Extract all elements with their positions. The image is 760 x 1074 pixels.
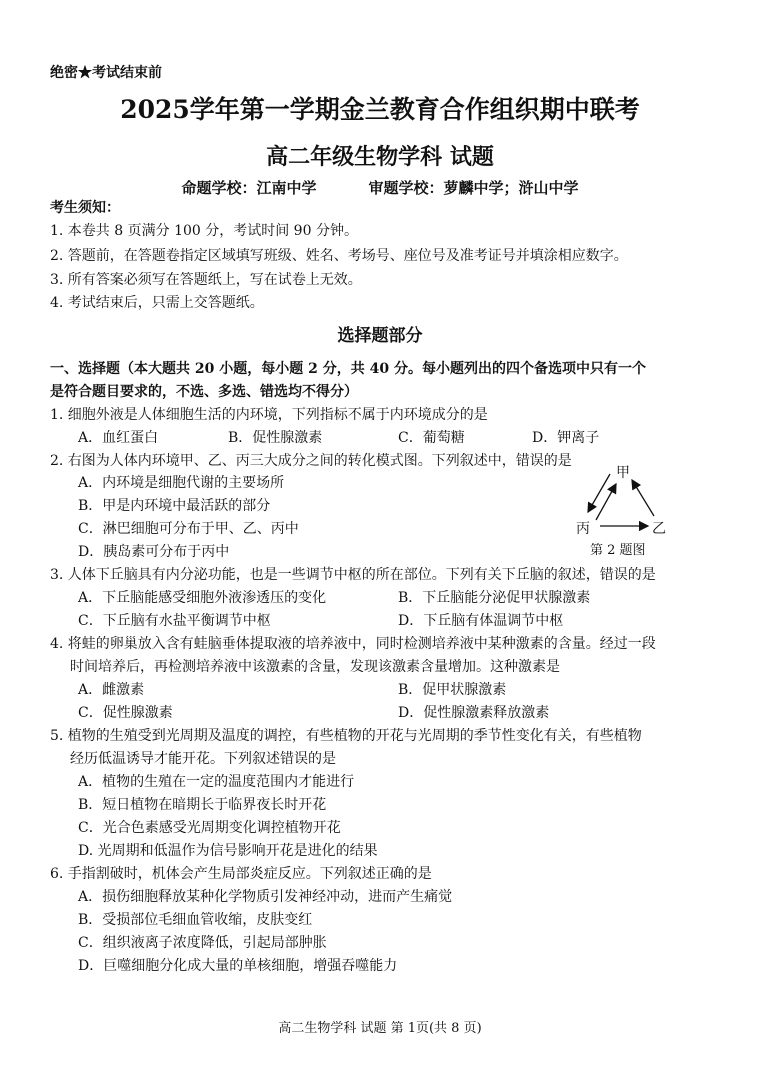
option: C．葡萄糖 (398, 430, 465, 446)
diagram-label-jia: 甲 (616, 465, 630, 481)
proposer-school: 命题学校：江南中学 (181, 179, 317, 197)
option: B．下丘脑能分泌促甲状腺激素 (398, 590, 591, 606)
notice-item: 3. 所有答案必须写在答题纸上，写在试卷上无效。 (50, 272, 362, 288)
reviewer-school: 审题学校：萝麟中学；浒山中学 (368, 179, 579, 197)
option: A．雌激素 (78, 682, 145, 698)
option: B．甲是内环境中最活跃的部分 (78, 498, 271, 514)
diagram-arrows (572, 466, 692, 538)
option: B．短日植物在暗期长于临界夜长时开花 (78, 797, 327, 813)
option: A．血红蛋白 (78, 430, 159, 446)
notice-item: 4. 考试结束后，只需上交答题纸。 (50, 295, 264, 311)
section-title: 选择题部分 (337, 326, 423, 346)
question-stem: 2. 右图为人体内环境甲、乙、丙三大成分之间的转化模式图。下列叙述中，错误的是 (50, 453, 572, 469)
option: C．组织液离子浓度降低，引起局部肿胀 (78, 935, 327, 951)
option: B．受损部位毛细血管收缩，皮肤变红 (78, 912, 313, 928)
option: D．下丘脑有体温调节中枢 (398, 613, 564, 629)
option: D．胰岛素可分布于丙中 (78, 544, 230, 560)
confidential-mark: 绝密★考试结束前 (50, 65, 162, 81)
part-intro: 是符合题目要求的，不选、多选、错选均不得分） (50, 384, 358, 400)
question-stem: 经历低温诱导才能开花。下列叙述错误的是 (70, 751, 336, 767)
arrow-jia-to-bing (588, 474, 610, 512)
notice-heading: 考生须知： (50, 200, 120, 216)
option: B．促甲状腺激素 (398, 682, 507, 698)
option: C．下丘脑有水盐平衡调节中枢 (78, 613, 271, 629)
diagram-label-bing: 丙 (576, 521, 590, 537)
part-intro: 一、选择题（本大题共 20 小题，每小题 2 分，共 40 分。每小题列出的四个备选项中只有一个 (50, 361, 646, 377)
option: A．下丘脑能感受细胞外液渗透压的变化 (78, 590, 327, 606)
option: A．植物的生殖在一定的温度范围内才能进行 (78, 774, 355, 790)
option: B．促性腺激素 (228, 430, 323, 446)
diagram-label-yi: 乙 (652, 521, 666, 537)
option: C．光合色素感受光周期变化调控植物开花 (78, 820, 341, 836)
notice-item: 2. 答题前，在答题卷指定区域填写班级、姓名、考场号、座位号及准考证号并填涂相应数字。 (50, 248, 628, 264)
option: A．内环境是细胞代谢的主要场所 (78, 475, 285, 491)
option: C．促性腺激素 (78, 705, 173, 721)
exam-subtitle: 高二年级生物学科 试题 (266, 144, 494, 170)
arrow-yi-to-jia (632, 480, 654, 516)
school-info (0, 177, 760, 198)
question-stem: 时间培养后，再检测培养液中该激素的含量，发现该激素含量增加。这种激素是 (70, 659, 560, 675)
question-stem: 4. 将蛙的卵巢放入含有蛙脑垂体提取液的培养液中，同时检测培养液中某种激素的含量。经过一段 (50, 636, 656, 652)
option: D．钾离子 (532, 430, 600, 446)
question-stem: 6. 手指割破时，机体会产生局部炎症反应。下列叙述正确的是 (50, 866, 432, 882)
option: D．促性腺激素释放激素 (398, 705, 550, 721)
question-stem: 1. 细胞外液是人体细胞生活的内环境，下列指标不属于内环境成分的是 (50, 407, 488, 423)
question-stem: 3. 人体下丘脑具有内分泌功能，也是一些调节中枢的所在部位。下列有关下丘脑的叙述，错误的是 (50, 567, 656, 583)
option: A．损伤细胞释放某种化学物质引发神经冲动，进而产生痛觉 (78, 889, 453, 905)
option: D．巨噬细胞分化成大量的单核细胞，增强吞噬能力 (78, 958, 398, 974)
arrow-bing-to-jia (596, 484, 616, 520)
diagram-caption: 第 2 题图 (590, 543, 646, 558)
option: D. 光周期和低温作为信号影响开花是进化的结果 (78, 843, 378, 859)
notice-item: 1. 本卷共 8 页满分 100 分，考试时间 90 分钟。 (50, 223, 358, 239)
question-stem: 5. 植物的生殖受到光周期及温度的调控，有些植物的开花与光周期的季节性变化有关，有些植物 (50, 728, 642, 744)
page-footer: 高二生物学科 试题 第 1页(共 8 页) (278, 1021, 482, 1036)
option: C．淋巴细胞可分布于甲、乙、丙中 (78, 521, 299, 537)
exam-title: 2025学年第一学期金兰教育合作组织期中联考 (120, 95, 640, 124)
